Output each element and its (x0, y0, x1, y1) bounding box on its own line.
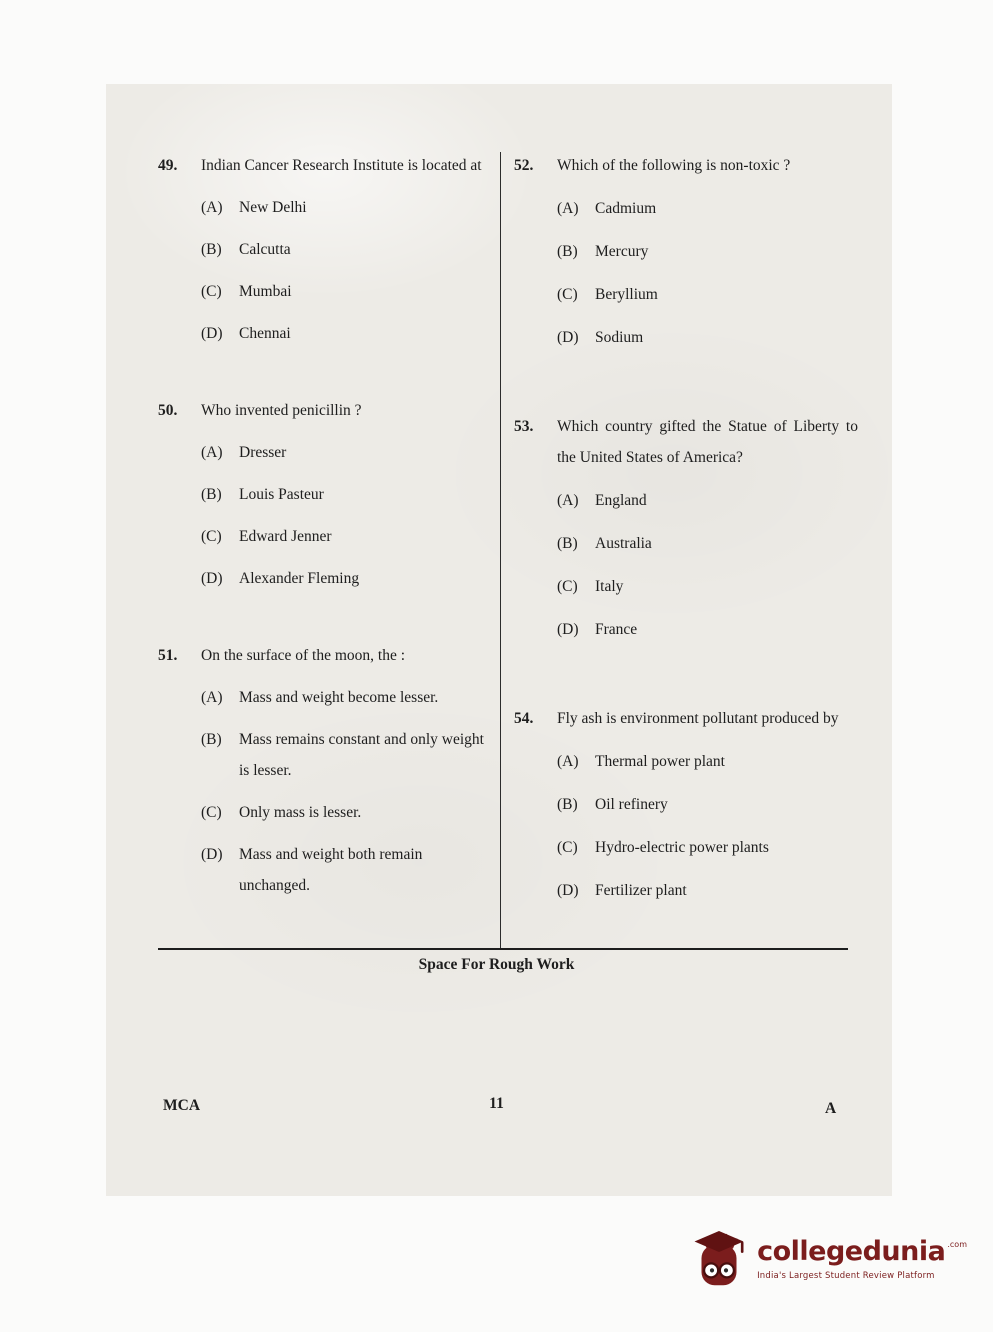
answer-option (514, 236, 858, 267)
option-text: Sodium (595, 329, 644, 346)
question-head (514, 150, 858, 181)
brand-text (757, 1237, 967, 1281)
option-label: (B) (557, 535, 578, 552)
option-text: Mass and weight become lesser. (239, 689, 439, 706)
question (514, 411, 858, 645)
answer-option (158, 192, 492, 223)
option-text: Dresser (239, 444, 287, 461)
question (158, 150, 492, 349)
question-number: 54. (514, 710, 534, 727)
question (514, 703, 858, 906)
answer-option (158, 437, 492, 468)
answer-option (514, 614, 858, 645)
question-text: Which country gifted the Statue of Liberty to the United States of America? (557, 418, 858, 466)
answer-option (514, 528, 858, 559)
question-number: 50. (158, 402, 178, 419)
collegedunia-tagline: India's Largest Student Review Platform (757, 1271, 935, 1281)
question-text: Who invented penicillin ? (201, 402, 362, 419)
answer-option (158, 479, 492, 510)
question-number: 53. (514, 418, 534, 435)
question-head (158, 640, 492, 671)
option-label: (D) (201, 846, 223, 863)
question-head (514, 411, 858, 473)
question-column-right (514, 150, 858, 964)
answer-option (158, 276, 492, 307)
question-text: On the surface of the moon, the : (201, 647, 406, 664)
option-label: (A) (557, 753, 579, 770)
option-label: (D) (557, 329, 579, 346)
option-text: Mass remains constant and only weight is lesser. (239, 731, 484, 779)
option-label: (D) (557, 621, 579, 638)
answer-option (158, 839, 492, 901)
option-text: Chennai (239, 325, 291, 342)
answer-option (158, 563, 492, 594)
option-label: (A) (201, 689, 223, 706)
answer-option (158, 682, 492, 713)
answer-option (514, 571, 858, 602)
option-label: (C) (557, 286, 578, 303)
option-label: (B) (557, 243, 578, 260)
option-label: (B) (201, 486, 222, 503)
answer-option (514, 279, 858, 310)
option-label: (C) (557, 839, 578, 856)
option-text: Louis Pasteur (239, 486, 324, 503)
graduate-mascot-icon (691, 1228, 747, 1290)
option-label: (A) (557, 492, 579, 509)
option-text: Beryllium (595, 286, 658, 303)
question (514, 150, 858, 353)
option-label: (B) (201, 731, 222, 748)
option-label: (C) (201, 528, 222, 545)
option-text: New Delhi (239, 199, 307, 216)
option-label: (D) (201, 325, 223, 342)
option-label: (B) (557, 796, 578, 813)
option-text: Alexander Fleming (239, 570, 360, 587)
option-label: (D) (201, 570, 223, 587)
option-text: Fertilizer plant (595, 882, 687, 899)
answer-option (514, 193, 858, 224)
question-text: Fly ash is environment pollutant produced by (557, 710, 839, 727)
option-text: Hydro-electric power plants (595, 839, 769, 856)
question-head (158, 150, 492, 181)
option-text: Thermal power plant (595, 753, 725, 770)
option-text: Mumbai (239, 283, 292, 300)
option-text: France (595, 621, 638, 638)
option-label: (A) (557, 200, 579, 217)
option-text: Calcutta (239, 241, 291, 258)
answer-option (514, 485, 858, 516)
answer-option (158, 724, 492, 786)
option-label: (C) (201, 804, 222, 821)
question-number: 52. (514, 157, 534, 174)
option-label: (A) (201, 199, 223, 216)
option-text: Mass and weight both remain unchanged. (239, 846, 423, 894)
answer-option (158, 521, 492, 552)
option-label: (C) (557, 578, 578, 595)
option-text: Cadmium (595, 200, 657, 217)
option-label: (C) (201, 283, 222, 300)
option-text: Only mass is lesser. (239, 804, 362, 821)
option-text: Mercury (595, 243, 649, 260)
option-text: England (595, 492, 647, 509)
option-text: Edward Jenner (239, 528, 332, 545)
question-head (514, 703, 858, 734)
answer-option (514, 832, 858, 863)
question (158, 395, 492, 594)
answer-option (514, 322, 858, 353)
rough-work-label: Space For Rough Work (418, 956, 575, 973)
answer-option (158, 797, 492, 828)
option-text: Italy (595, 578, 624, 595)
collegedunia-tld: .com (947, 1240, 967, 1249)
footer-exam-code: MCA (163, 1097, 201, 1114)
answer-option (514, 789, 858, 820)
collegedunia-logo (691, 1228, 967, 1290)
question-head (158, 395, 492, 426)
rough-work-rule (158, 948, 848, 950)
answer-option (514, 875, 858, 906)
option-text: Oil refinery (595, 796, 668, 813)
question-text: Indian Cancer Research Institute is located at (201, 157, 482, 174)
question-column-left (158, 150, 492, 947)
option-label: (B) (201, 241, 222, 258)
footer-booklet-code: A (825, 1100, 837, 1117)
answer-option (158, 234, 492, 265)
question-number: 51. (158, 647, 178, 664)
option-text: Australia (595, 535, 652, 552)
collegedunia-wordmark: collegedunia (757, 1236, 946, 1267)
footer-page-number: 11 (489, 1095, 504, 1112)
question (158, 640, 492, 901)
question-text: Which of the following is non-toxic ? (557, 157, 791, 174)
option-label: (A) (201, 444, 223, 461)
option-label: (D) (557, 882, 579, 899)
question-number: 49. (158, 157, 178, 174)
answer-option (158, 318, 492, 349)
column-divider-line (500, 152, 501, 948)
answer-option (514, 746, 858, 777)
